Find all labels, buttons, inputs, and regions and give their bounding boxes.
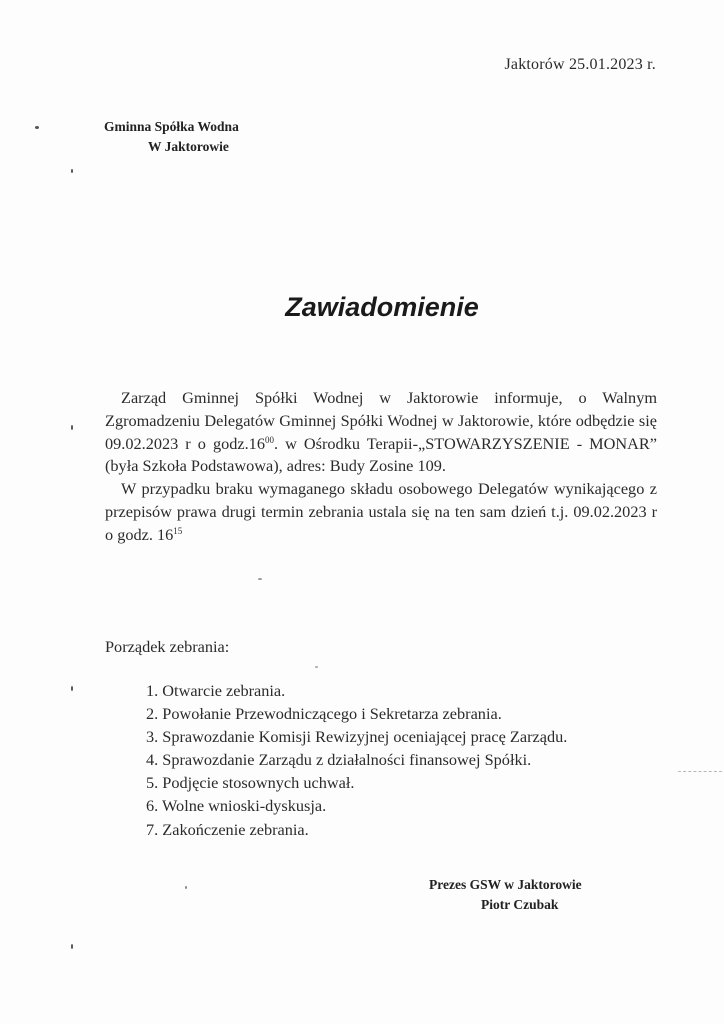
scan-speck: [258, 578, 262, 580]
agenda-item: 4. Sprawozdanie Zarządu z działalności finansowej Spółki.: [146, 750, 532, 770]
agenda-item: 5. Podjęcie stosownych uchwał.: [146, 773, 355, 793]
scan-speck: [185, 886, 187, 889]
agenda-label: Porządek zebrania:: [105, 637, 230, 656]
agenda-item: 7. Zakończenie zebrania.: [146, 819, 309, 839]
agenda-item: 2. Powołanie Przewodniczącego i Sekretarza zebrania.: [146, 704, 502, 724]
scan-speck: [35, 126, 39, 129]
meeting-paragraph: Zarząd Gminnej Spółki Wodnej w Jaktorowie informuje, o Walnym Zgromadzeniu Delegatów Gminnej Spółki Wodnej w Jaktorowie, które odbędzie się 09.02.2023 r o $godz.16^{00}$. w Ośrodku Terapii-„STOWARZYSZENIE - MONAR” (była Szkoła Podstawowa), adres: Budy Zosine 109.: [105, 388, 657, 476]
scan-speck: [71, 425, 73, 430]
signature-title: Prezes GSW w Jaktorowie: [429, 877, 582, 892]
signature-name: Piotr Czubak: [481, 897, 559, 912]
meeting-time-minutes: 00: [264, 434, 274, 445]
scan-speck: [71, 686, 73, 691]
scan-speck: [71, 169, 73, 173]
agenda-item: 1. Otwarcie zebrania.: [146, 681, 286, 700]
document-date: Jaktorów 25.01.2023 r.: [504, 56, 656, 73]
sender-block: [104, 117, 239, 157]
agenda-list: [146, 679, 567, 841]
scan-speck: [315, 666, 318, 668]
scan-speck: [71, 944, 73, 949]
signature-block: [429, 875, 582, 915]
second-term-paragraph: W przypadku braku wymaganego składu osobowego Delegatów wynikającego z przepisów prawa drugi termin zebrania ustala się na ten sam dzień t.j. 09.02.2023 r o godz. $16^{15}$: [105, 479, 657, 544]
notice-body: [105, 387, 657, 547]
sender-name: Gminna Spółka Wodna: [104, 119, 239, 134]
scan-edge-mark: [678, 771, 722, 772]
agenda-item: 6. Wolne wnioski-dyskusja.: [146, 796, 327, 816]
agenda-item: 3. Sprawozdanie Komisji Rewizyjnej oceniającej pracę Zarządu.: [146, 727, 568, 747]
sender-location: W Jaktorowie: [148, 139, 229, 154]
second-term-time-minutes: 15: [173, 525, 183, 536]
document-title: Zawiadomienie: [285, 292, 479, 322]
